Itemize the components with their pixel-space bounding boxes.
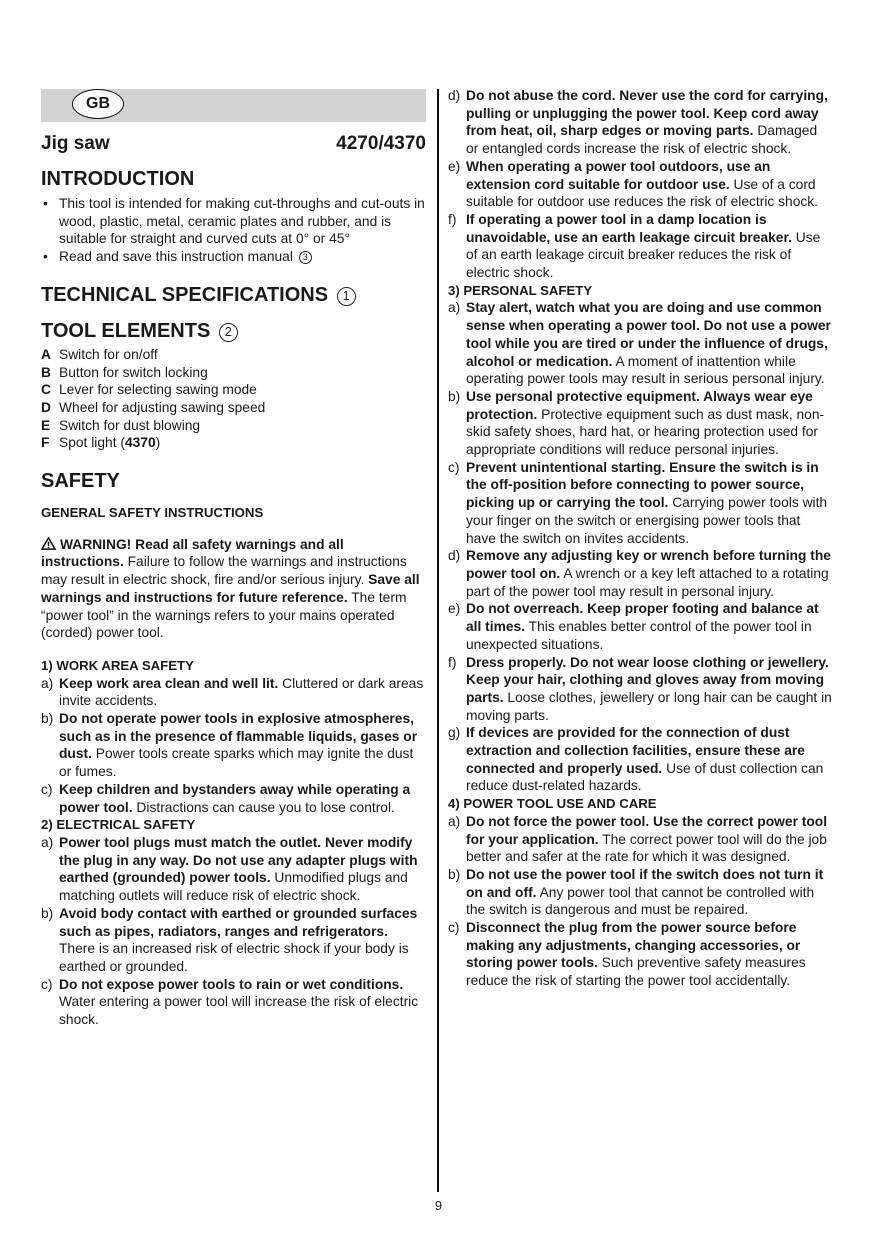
list-item: C Lever for selecting sawing mode bbox=[41, 382, 257, 398]
list-item: f) If operating a power tool in a damp location is unavoidable, use an earth leakage circuit breaker. Use of an earth leakage circuit breaker reduces the risk of electric shock. bbox=[448, 211, 821, 281]
tool-elements-list bbox=[41, 346, 426, 452]
list-item: a) Keep work area clean and well lit. Cluttered or dark areas invite accidents. bbox=[41, 675, 424, 709]
list-item: • This tool is intended for making cut-throughs and cut-outs in wood, plastic, metal, ceramic plates and rubber, and is suitable for straight and curved cuts at 0° or 45° bbox=[43, 196, 425, 247]
list-item: e) When operating a power tool outdoors, use an extension cord suitable for outdoor use. Use of a cord suitable for outdoor use reduces the risk of electric shock. bbox=[448, 158, 818, 210]
figure-ref-2: 2 bbox=[219, 323, 238, 342]
list-item: F Spot light (4370) bbox=[41, 435, 161, 451]
bullet: • bbox=[43, 249, 48, 265]
list-item: f) Dress properly. Do not wear loose clothing or jewellery. Keep your hair, clothing and gloves away from moving parts. Loose clothes, jewellery or long hair can be caught in moving parts. bbox=[448, 654, 832, 723]
list-item: g) If devices are provided for the connection of dust extraction and collection facilities, ensure these are connected and properly used. Use of dust collection can reduce dust-related hazards. bbox=[448, 725, 824, 794]
list-item: c) Prevent unintentional starting. Ensure the switch is in the off-position before connecting to power source, picking up or carrying the tool. Carrying power tools with your finger on the switch or energising power tools that have the switch on invites accidents. bbox=[448, 459, 828, 546]
general-safety-heading: GENERAL SAFETY INSTRUCTIONS bbox=[41, 505, 264, 521]
list-item: c) Keep children and bystanders away while operating a power tool. Distractions can cause you to lose control. bbox=[41, 781, 411, 815]
personal-safety-heading: 3) PERSONAL SAFETY bbox=[448, 282, 593, 298]
figure-ref-3: 3 bbox=[299, 251, 312, 264]
language-badge: GB bbox=[72, 89, 124, 119]
list-item: d) Remove any adjusting key or wrench before turning the power tool on. A wrench or a key left attached to a rotating part of the power tool may result in personal injury. bbox=[448, 548, 831, 599]
list-item: A Switch for on/off bbox=[41, 346, 158, 362]
introduction-list bbox=[41, 195, 426, 266]
list-item: b) Do not operate power tools in explosive atmospheres, such as in the presence of flammable liquids, gases or dust. Power tools create sparks which may ignite the dust or fumes. bbox=[41, 711, 418, 780]
introduction-heading: INTRODUCTION bbox=[41, 168, 195, 190]
list-item: d) Do not abuse the cord. Never use the cord for carrying, pulling or unplugging the power tool. Keep cord away from heat, oil, sharp edges or moving parts. Damaged or entangled cords increase the risk of electric shock. bbox=[448, 88, 828, 157]
bullet: • bbox=[43, 196, 48, 211]
work-area-heading: 1) WORK AREA SAFETY bbox=[41, 657, 194, 673]
left-column bbox=[41, 0, 426, 1029]
list-item: a) Power tool plugs must match the outlet. Never modify the plug in any way. Do not use any adapter plugs with earthed (grounded) power tools. Unmodified plugs and matching outlets will reduce risk of electric shock. bbox=[41, 834, 418, 904]
list-item: • Read and save this instruction manual 3 bbox=[41, 248, 426, 266]
product-name: Jig saw bbox=[41, 133, 110, 154]
warning-icon bbox=[41, 537, 56, 550]
list-item: E Switch for dust blowing bbox=[41, 417, 201, 433]
column-divider bbox=[437, 89, 439, 1192]
right-column bbox=[448, 0, 833, 990]
list-item: b) Use personal protective equipment. Always wear eye protection. Protective equipment such as dust mask, non-skid safety shoes, hard hat, or hearing protection used for appropriate conditions will reduce personal injuries. bbox=[448, 388, 825, 458]
warning-paragraph: WARNING! Read all safety warnings and all instructions. Failure to follow the warnings and instructions may result in electric shock, fire and/or serious injury. Save all warnings and instructions for future reference. The term “power tool” in the warnings refers to your mains operated (corded) power tool. bbox=[41, 536, 420, 641]
tech-specs-heading: TECHNICAL SPECIFICATIONS 1 bbox=[41, 283, 426, 307]
model-number: 4270/4370 bbox=[336, 133, 426, 154]
tool-elements-heading: TOOL ELEMENTS 2 bbox=[41, 319, 426, 343]
electrical-safety-heading: 2) ELECTRICAL SAFETY bbox=[41, 817, 196, 833]
list-item: b) Do not use the power tool if the switch does not turn it on and off. Any power tool that cannot be controlled with the switch is dangerous and must be repaired. bbox=[448, 866, 824, 918]
list-item: c) Disconnect the plug from the power source before making any adjustments, changing accessories, or storing power tools. Such preventive safety measures reduce the risk of starting the power tool accidentally. bbox=[448, 920, 806, 989]
page-number: 9 bbox=[434, 1198, 443, 1213]
list-item: c) Do not expose power tools to rain or wet conditions. Water entering a power tool will increase the risk of electric shock. bbox=[41, 976, 419, 1028]
tool-use-heading: 4) POWER TOOL USE AND CARE bbox=[448, 796, 657, 812]
figure-ref-1: 1 bbox=[337, 287, 356, 306]
list-item: b) Avoid body contact with earthed or grounded surfaces such as pipes, radiators, ranges and refrigerators. There is an increased risk of electric shock if your body is earthed or grounded. bbox=[41, 905, 418, 974]
list-item: B Button for switch locking bbox=[41, 364, 208, 380]
list-item: a) Stay alert, watch what you are doing and use common sense when operating a power tool. Do not use a power tool while you are tired or under the influence of drugs, alcohol or medication. A moment of inattention while operating power tools may result in serious personal injury. bbox=[448, 300, 831, 387]
list-item: D Wheel for adjusting sawing speed bbox=[41, 399, 266, 415]
list-item: a) Do not force the power tool. Use the correct power tool for your application. The correct power tool will do the job better and safer at the rate for which it was designed. bbox=[448, 813, 828, 865]
safety-heading: SAFETY bbox=[41, 470, 120, 493]
list-item: e) Do not overreach. Keep proper footing and balance at all times. This enables better control of the power tool in unexpected situations. bbox=[448, 601, 819, 652]
